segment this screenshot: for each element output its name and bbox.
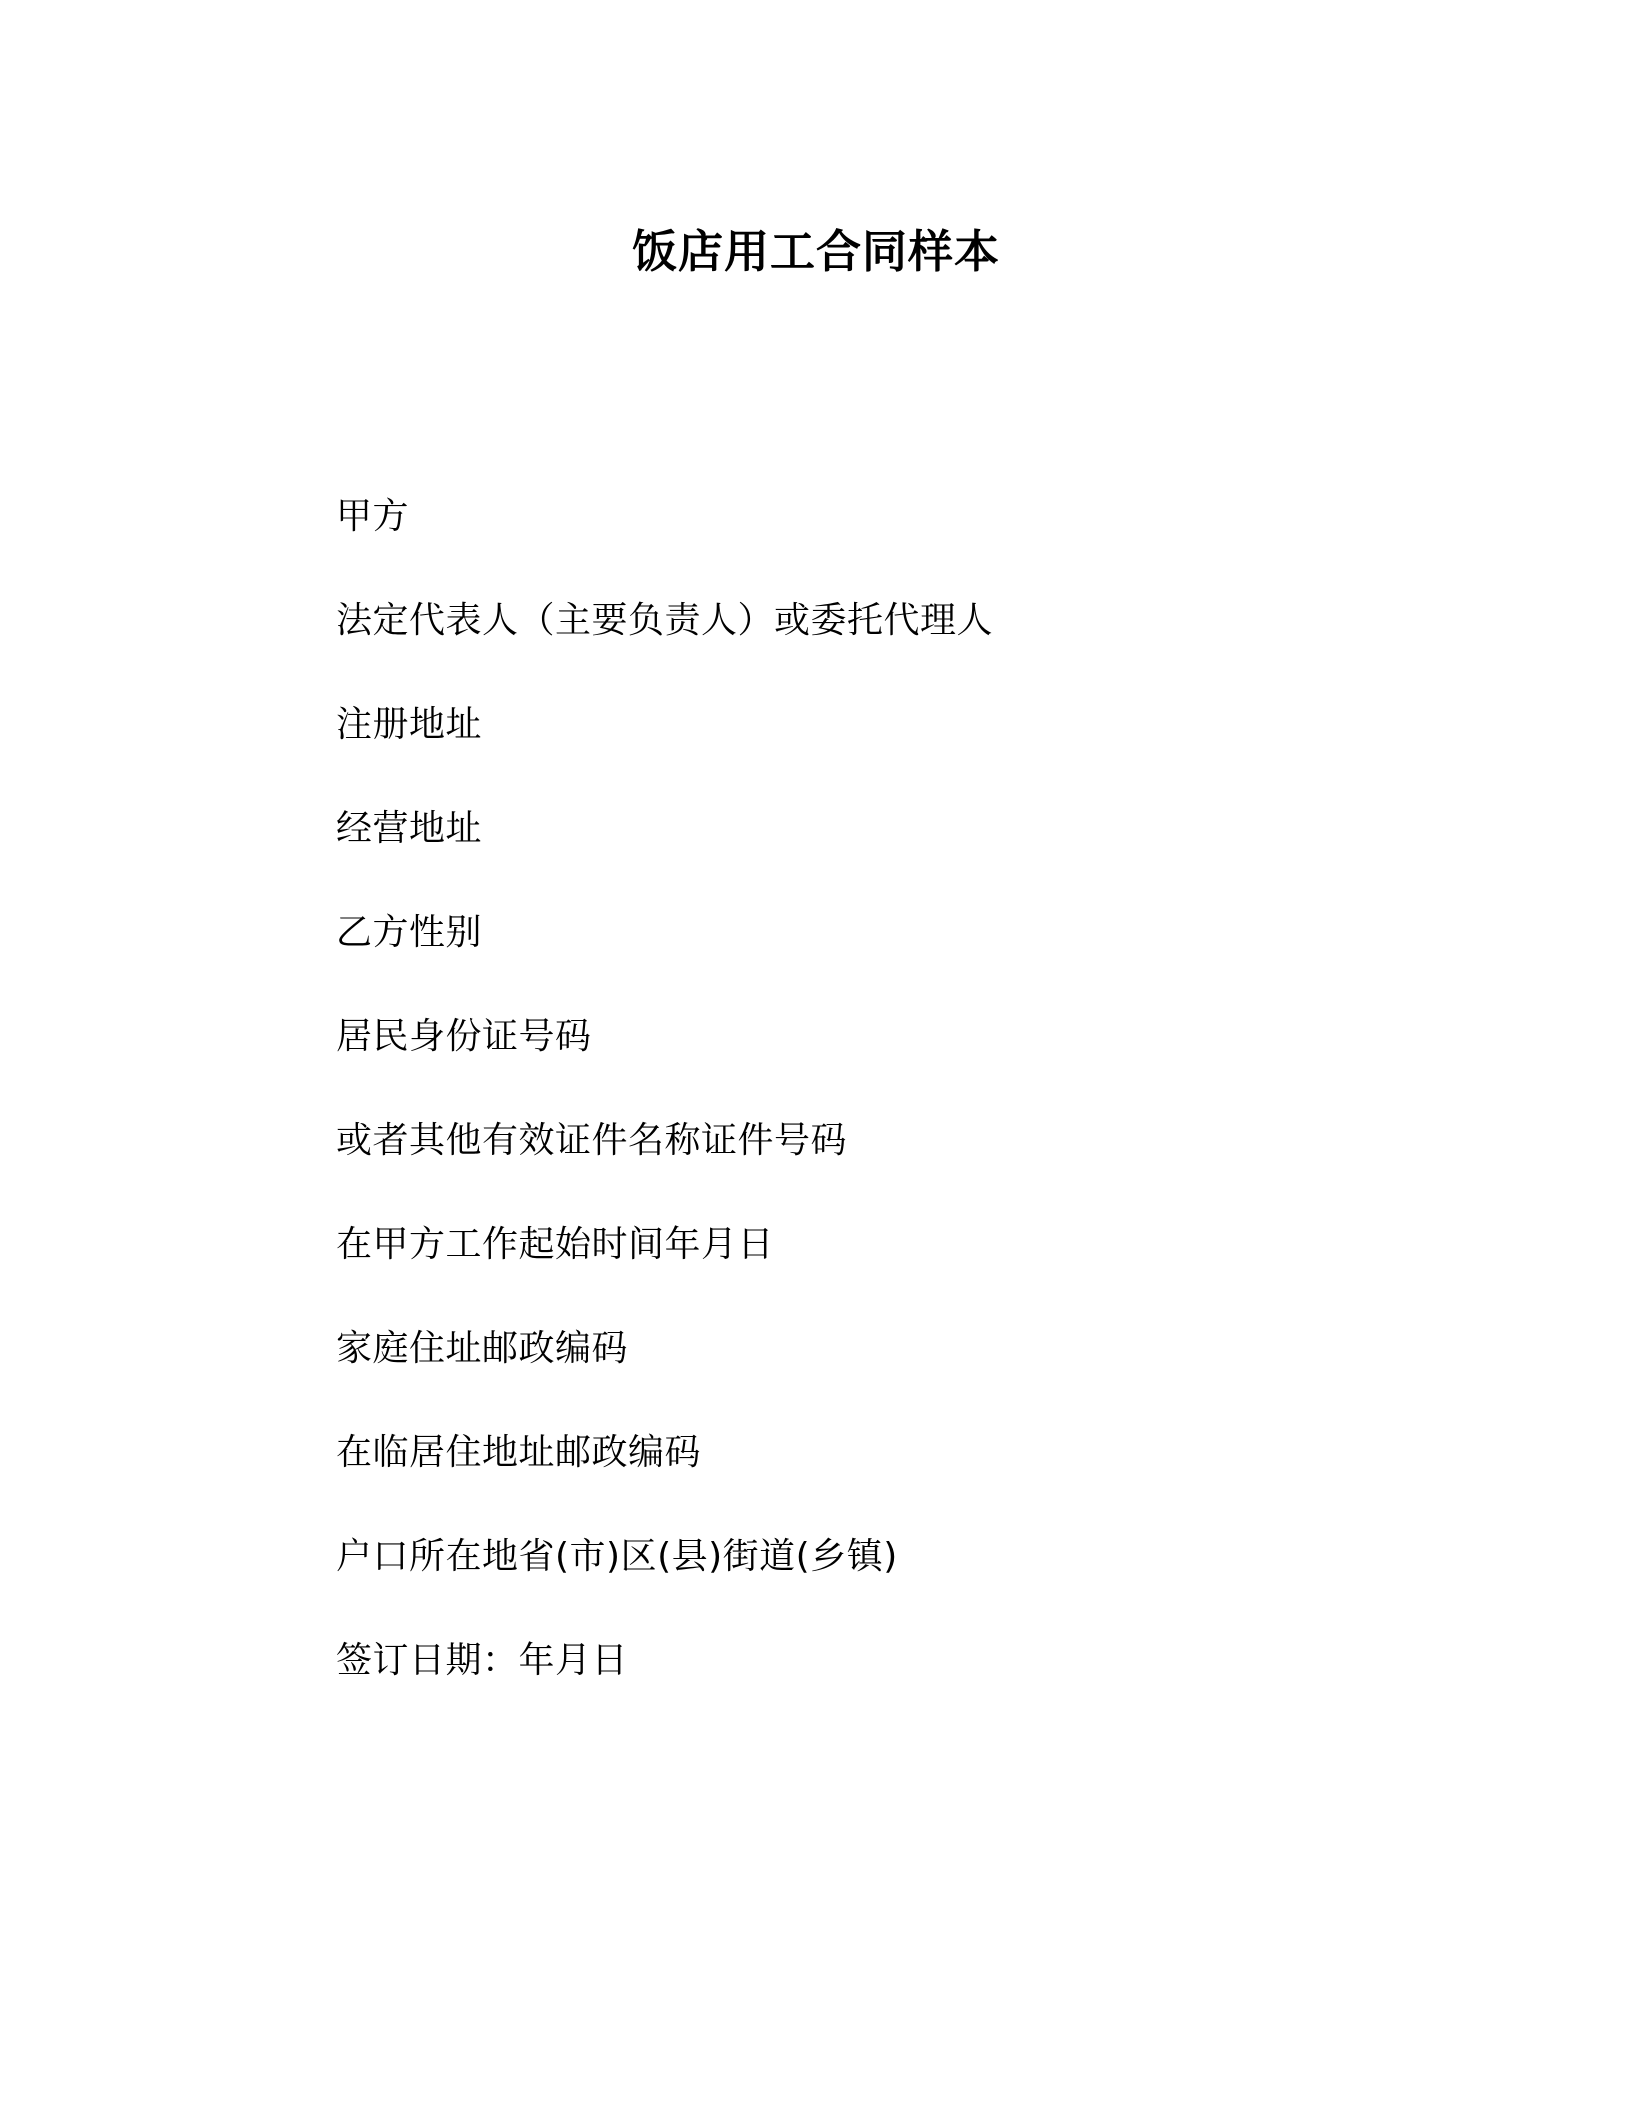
field-household-registration: 户口所在地省(市)区(县)街道(乡镇)	[336, 1536, 898, 1577]
field-legal-representative: 法定代表人（主要负责人）或委托代理人	[336, 600, 994, 641]
field-temp-postcode: 在临居住地址邮政编码	[336, 1432, 702, 1473]
field-other-id: 或者其他有效证件名称证件号码	[336, 1120, 848, 1161]
document-title: 饭店用工合同样本	[631, 225, 1000, 278]
contract-field-list	[336, 493, 993, 1741]
field-party-a: 甲方	[336, 496, 410, 537]
field-signing-date: 签订日期：年月日	[336, 1640, 629, 1681]
field-registered-address: 注册地址	[336, 704, 483, 745]
field-start-date: 在甲方工作起始时间年月日	[336, 1224, 775, 1265]
field-home-postcode: 家庭住址邮政编码	[336, 1328, 629, 1369]
field-party-b-gender: 乙方性别	[336, 912, 483, 953]
field-business-address: 经营地址	[336, 808, 483, 849]
field-id-number: 居民身份证号码	[336, 1016, 592, 1057]
